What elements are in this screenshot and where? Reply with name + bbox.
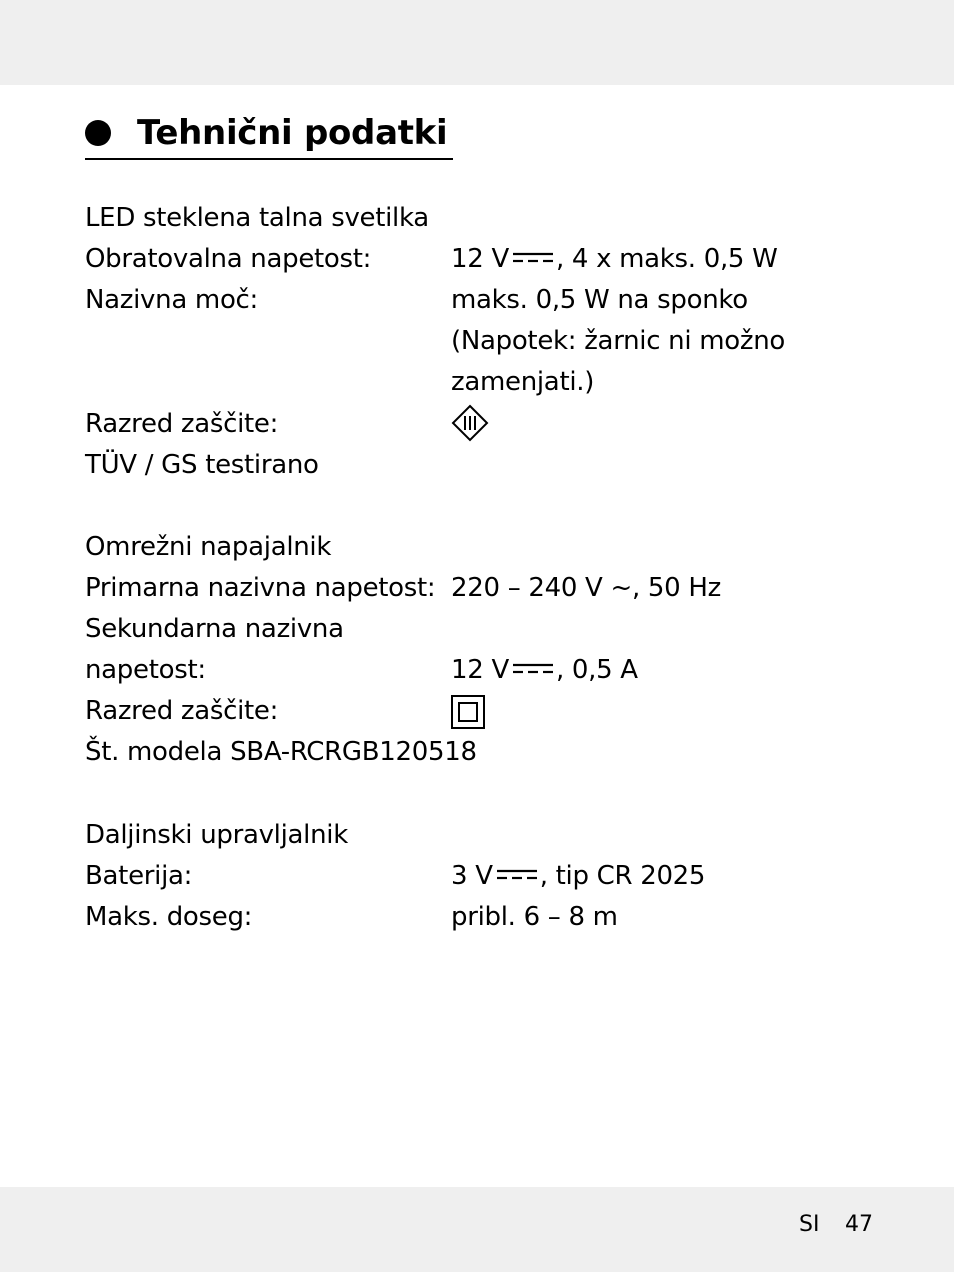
- lamp-power-line-3: zamenjati.): [451, 367, 595, 397]
- lamp-voltage-rest: , 4 x maks. 0,5 W: [555, 244, 778, 274]
- footer-language: SI: [799, 1212, 820, 1237]
- lamp-voltage-label: Obratovalna napetost:: [85, 244, 372, 274]
- lamp-power-label: Nazivna moč:: [85, 285, 259, 315]
- remote-battery-value: [451, 856, 705, 897]
- protection-class-II-icon: [451, 695, 485, 729]
- adapter-secondary-label-2: napetost:: [85, 655, 206, 685]
- adapter-primary-value: 220 – 240 V ~, 50 Hz: [451, 573, 721, 603]
- bullet-icon: [85, 120, 111, 146]
- lamp-protection-label: Razred zaščite:: [85, 409, 279, 439]
- top-margin-band: [0, 0, 954, 85]
- adapter-secondary-number: 12 V: [451, 655, 509, 685]
- adapter-model: Št. modela SBA-RCRGB120518: [85, 737, 477, 767]
- direct-current-icon: [513, 252, 553, 264]
- adapter-secondary-rest: , 0,5 A: [555, 655, 638, 685]
- adapter-protection-label: Razred zaščite:: [85, 696, 279, 726]
- adapter-name: Omrežni napajalnik: [85, 532, 332, 562]
- remote-name: Daljinski upravljalnik: [85, 820, 348, 850]
- lamp-voltage-value: [451, 239, 778, 280]
- lamp-power-line-1: maks. 0,5 W na sponko: [451, 285, 748, 315]
- lamp-name: LED steklena talna svetilka: [85, 203, 429, 233]
- direct-current-icon: [513, 663, 553, 675]
- remote-battery-number: 3 V: [451, 861, 493, 891]
- lamp-power-line-2: (Napotek: žarnic ni možno: [451, 326, 786, 356]
- adapter-primary-label: Primarna nazivna napetost:: [85, 573, 436, 603]
- remote-range-label: Maks. doseg:: [85, 902, 253, 932]
- adapter-secondary-label-1: Sekundarna nazivna: [85, 614, 344, 644]
- page-title: Tehnični podatki: [137, 113, 448, 153]
- direct-current-icon: [497, 869, 537, 881]
- remote-battery-rest: , tip CR 2025: [539, 861, 706, 891]
- lamp-voltage-number: 12 V: [451, 244, 509, 274]
- section-heading: [85, 110, 453, 160]
- protection-class-III-icon: [451, 404, 489, 442]
- remote-battery-label: Baterija:: [85, 861, 193, 891]
- lamp-tested: TÜV / GS testirano: [85, 450, 319, 480]
- adapter-secondary-value: [451, 650, 638, 691]
- remote-range-value: pribl. 6 – 8 m: [451, 902, 618, 932]
- page-number: 47: [845, 1212, 873, 1237]
